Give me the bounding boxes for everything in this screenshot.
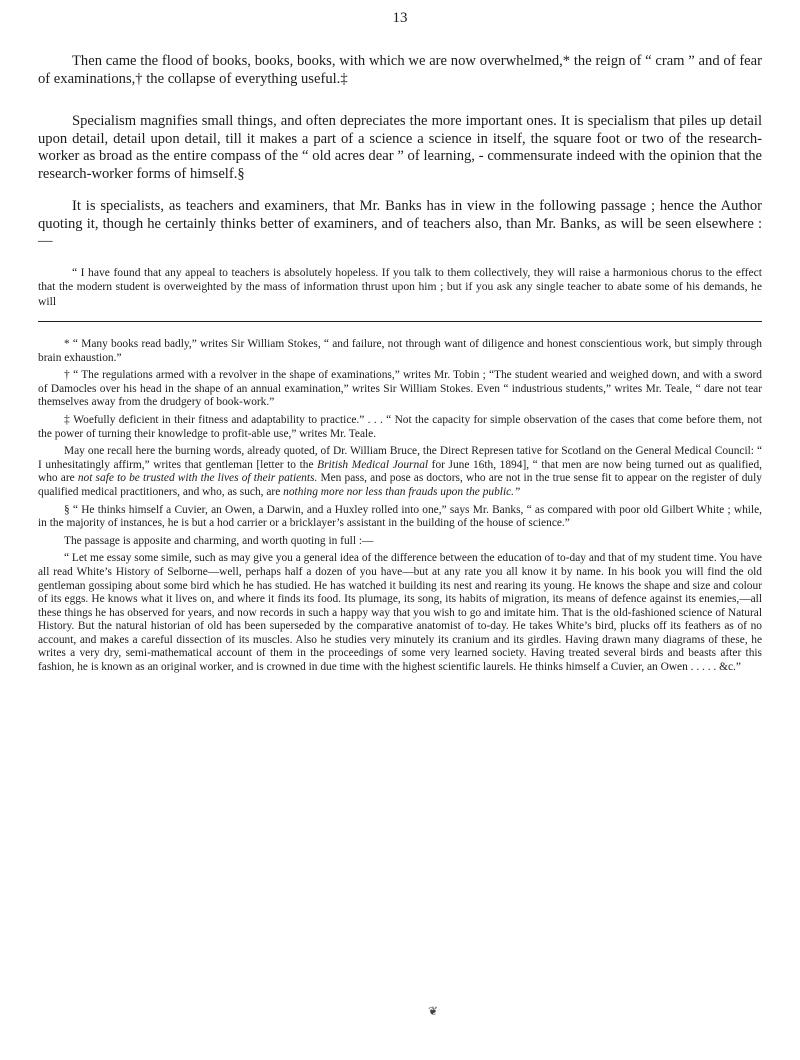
paragraph-specialists: It is specialists, as teachers and examiners, that Mr. Banks has in view in the following passage ; hence the Author quoting it, though he certainly thinks better of examiners, and of teachers also, than Mr. Banks, as will be seen elsewhere :— xyxy=(38,198,762,249)
footnote-divider xyxy=(38,321,762,322)
footnote-double-dagger-continued xyxy=(38,445,762,499)
page xyxy=(38,10,762,679)
footnote-text: for June 16th, 1894], “ that men are now being turned out as qualified, who are xyxy=(38,458,763,485)
footnote-section: § “ He thinks himself a Cuvier, an Owen, a Darwin, and a Huxley rolled into one,” says Mr. Banks, “ as compared with poor old Gilbert White ; while, in the majority of instances, he is but a hod carrier or a bricklayer’s assistant in the building of the house of science.” xyxy=(38,503,762,530)
emphasis-text: nothing more nor less than frauds upon the public.” xyxy=(283,485,521,498)
paragraph-flood-of-books: Then came the flood of books, books, books, with which we are now overwhelmed,* the reign of “ cram ” and of fear of examinations,† the collapse of everything useful.‡ xyxy=(38,53,762,87)
footnote-section-intro: The passage is apposite and charming, and worth quoting in full :— xyxy=(64,534,374,547)
footnote-double-dagger: ‡ Woefully deficient in their fitness and adaptability to practice.” . . . “ Not the capacity for simple observation of the cases that come before them, not the power of turning their knowledge to profit-able use,” writes Mr. Teale. xyxy=(38,413,762,440)
footnote-text: May one recall here the burning words, already quoted, of Dr. William Bruce, the Direct Represen tative for Scotland on the General Medical Council: “ I unhesitatingly affirm,” writes that gentleman [letter to the xyxy=(38,445,762,471)
page-number: 13 xyxy=(392,10,408,26)
emphasis-text: not safe to be trusted with the lives of their patients. xyxy=(77,472,318,485)
paragraph-specialism: Specialism magnifies small things, and often depreciates the more important ones. It is specialism that piles up detail upon detail, detail upon detail, till it makes a part of a science a science in itself, the square foot or two of the research-worker as broad as the entire compass of the “ old acres dear ” of learning, - commensurate indeed with the opinion that the research-worker forms of himself.§ xyxy=(38,113,762,182)
footnote-star: * “ Many books read badly,” writes Sir William Stokes, “ and failure, not through want of diligence and honest conscientious work, but simply through brain exhaustion.” xyxy=(38,338,762,364)
banks-quote: “ I have found that any appeal to teachers is absolutely hopeless. If you talk to them collectively, they will raise a harmonious chorus to the effect that the modern student is overweighted by the mass of information thrust upon him ; but if you ask any single teacher to abate some of his demands, he will xyxy=(38,265,762,308)
footnote-section-quote: “ Let me essay some simile, such as may give you a general idea of the difference between the education of to-day and that of my student time. You have all read White’s History of Selborne—well, perhaps half a dozen of you have—but at any rate you all know it by name. In his book you will find the old gentleman gossiping about some bird which he has studied. He has watched it building its nest and rearing its young. He knows the shape and size and colour of its eggs. He knows what it lives on, and where it finds its food. Its plumage, its song, its habits of migration, its means of defence against its enemies,—all these things he has observed for years, and now records in such a happy way that you wish to go and imitate him. That is the old-fashioned science of Natural History. But the natural historian of old has been superseded by the comparative anatomist of to-day. He takes White’s bird, plucks off its feathers as of no account, and makes a careful dissection of its muscles. Also he studies very minutely its cranium and its girdles. Having drawn many diagrams of these, he writes a very dry, semi-mathematical account of them in the proceedings of some very learned society. Having treated several birds and beasts after this fashion, he is known as an original worker, and is crowned in due time with the highest scientific laurels. He thinks himself a Cuvier, an Owen . . . . . &c.” xyxy=(38,552,762,674)
footnote-dagger: † “ The regulations armed with a revolver in the shape of examinations,” writes Mr. Tobin ; “The student wearied and weighed down, and with a sword of Damocles over his head in the shape of an annual examination,” writes Sir William Stokes. Even “ industrious students,” writes Mr. Teale, “ dare not tear themselves away from the drudgery of book-work.” xyxy=(38,369,762,409)
printer-ornament-icon: ❦ xyxy=(428,1004,439,1018)
journal-title: British Medical Journal xyxy=(317,458,429,471)
footnote-text: Men pass, and pose as doctors, who are not in the true sense fit to appear on the register of duly qualified medical practitioners, and who, as such, are xyxy=(38,472,762,498)
